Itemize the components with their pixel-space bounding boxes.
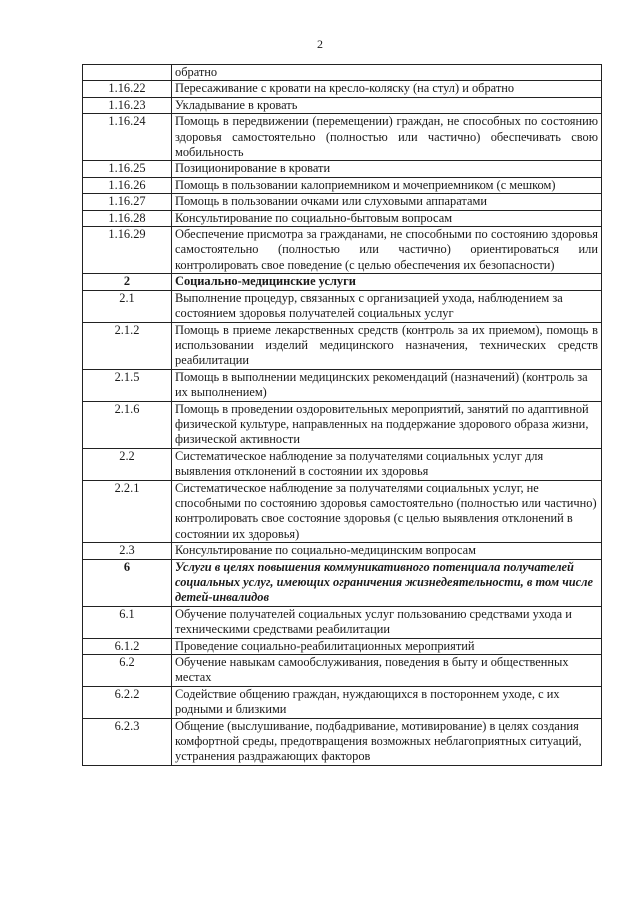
- service-name: Помощь в выполнении медицинских рекомендаций (назначений) (контроль за их выполнением): [172, 369, 602, 401]
- table-row: [83, 194, 602, 210]
- service-code: 6.2: [83, 655, 172, 687]
- table-row: [83, 480, 602, 543]
- service-name: Консультирование по социально-бытовым вопросам: [172, 210, 602, 226]
- service-name: Помощь в передвижении (перемещении) граждан, не способных по состоянию здоровья самостоятельно (полностью или частично) обеспечивать свою мобильность: [172, 114, 602, 161]
- service-name: Обучение получателей социальных услуг пользованию средствами ухода и техническими средствами реабилитации: [172, 606, 602, 638]
- service-code: 2.2: [83, 448, 172, 480]
- table-row: [83, 638, 602, 654]
- service-name: Помощь в пользовании калоприемником и мочеприемником (с мешком): [172, 177, 602, 193]
- service-code: 6.2.2: [83, 686, 172, 718]
- table-row: [83, 686, 602, 718]
- service-name: Помощь в проведении оздоровительных мероприятий, занятий по адаптивной физической культуре, направленных на поддержание здорового образа жизни, физической активности: [172, 401, 602, 448]
- table-row: [83, 177, 602, 193]
- service-code: 1.16.23: [83, 97, 172, 113]
- section-title: Социально-медицинские услуги: [172, 274, 602, 290]
- service-code: 1.16.26: [83, 177, 172, 193]
- service-code: 2.1.6: [83, 401, 172, 448]
- service-name: Содействие общению граждан, нуждающихся в постороннем уходе, с их родными и близкими: [172, 686, 602, 718]
- page-number: 2: [317, 37, 323, 51]
- table-row: [83, 543, 602, 559]
- table-row: [83, 606, 602, 638]
- table-row: [83, 322, 602, 369]
- table-row: [83, 65, 602, 81]
- service-code: [83, 65, 172, 81]
- service-name: Обеспечение присмотра за гражданами, не способными по состоянию здоровья самостоятельно (полностью или частично) ориентироваться или контролировать свое поведение (с целью обеспечения их безопасности): [172, 227, 602, 274]
- table-row: [83, 227, 602, 274]
- service-code: 6.1.2: [83, 638, 172, 654]
- service-name: Помощь в приеме лекарственных средств (контроль за их приемом), помощь в использовании изделий медицинского назначения, технических средств реабилитации: [172, 322, 602, 369]
- service-code: 2.1.5: [83, 369, 172, 401]
- table-row: [83, 81, 602, 97]
- service-code: 6.2.3: [83, 718, 172, 765]
- section-row: [83, 274, 602, 290]
- service-name: Проведение социально-реабилитационных мероприятий: [172, 638, 602, 654]
- service-code: 2.3: [83, 543, 172, 559]
- table-row: [83, 655, 602, 687]
- section-code: 2: [83, 274, 172, 290]
- table-row: [83, 369, 602, 401]
- section-title: Услуги в целях повышения коммуникативного потенциала получателей социальных услуг, имеющих ограничения жизнедеятельности, в том числе детей-инвалидов: [172, 559, 602, 606]
- service-name: Выполнение процедур, связанных с организацией ухода, наблюдением за состоянием здоровья получателей социальных услуг: [172, 290, 602, 322]
- service-code: 2.1.2: [83, 322, 172, 369]
- service-code: 1.16.28: [83, 210, 172, 226]
- service-code: 2.1: [83, 290, 172, 322]
- service-name: Помощь в пользовании очками или слуховыми аппаратами: [172, 194, 602, 210]
- service-code: 6.1: [83, 606, 172, 638]
- section-code: 6: [83, 559, 172, 606]
- service-name: Систематическое наблюдение за получателями социальных услуг для выявления отклонений в состоянии их здоровья: [172, 448, 602, 480]
- service-name: Общение (выслушивание, подбадривание, мотивирование) в целях создания комфортной среды, предотвращения возможных неблагоприятных ситуаций, устранения раздражающих факторов: [172, 718, 602, 765]
- services-table: [82, 64, 602, 766]
- service-name: Укладывание в кровать: [172, 97, 602, 113]
- service-name: обратно: [172, 65, 602, 81]
- service-name: Обучение навыкам самообслуживания, поведения в быту и общественных местах: [172, 655, 602, 687]
- service-name: Позиционирование в кровати: [172, 161, 602, 177]
- service-code: 1.16.24: [83, 114, 172, 161]
- table-row: [83, 718, 602, 765]
- service-code: 1.16.22: [83, 81, 172, 97]
- table-row: [83, 210, 602, 226]
- service-code: 1.16.29: [83, 227, 172, 274]
- table-row: [83, 290, 602, 322]
- service-name: Консультирование по социально-медицинским вопросам: [172, 543, 602, 559]
- table-row: [83, 448, 602, 480]
- service-code: 2.2.1: [83, 480, 172, 543]
- table-row: [83, 97, 602, 113]
- service-name: Систематическое наблюдение за получателями социальных услуг, не способными по состоянию здоровья самостоятельно (полностью или частично) контролировать свое состояние здоровья (с целью выявления отклонений в состоянии их здоровья): [172, 480, 602, 543]
- service-code: 1.16.25: [83, 161, 172, 177]
- service-name: Пересаживание с кровати на кресло-коляску (на стул) и обратно: [172, 81, 602, 97]
- section-row: [83, 559, 602, 606]
- service-code: 1.16.27: [83, 194, 172, 210]
- table-row: [83, 401, 602, 448]
- table-row: [83, 161, 602, 177]
- table-row: [83, 114, 602, 161]
